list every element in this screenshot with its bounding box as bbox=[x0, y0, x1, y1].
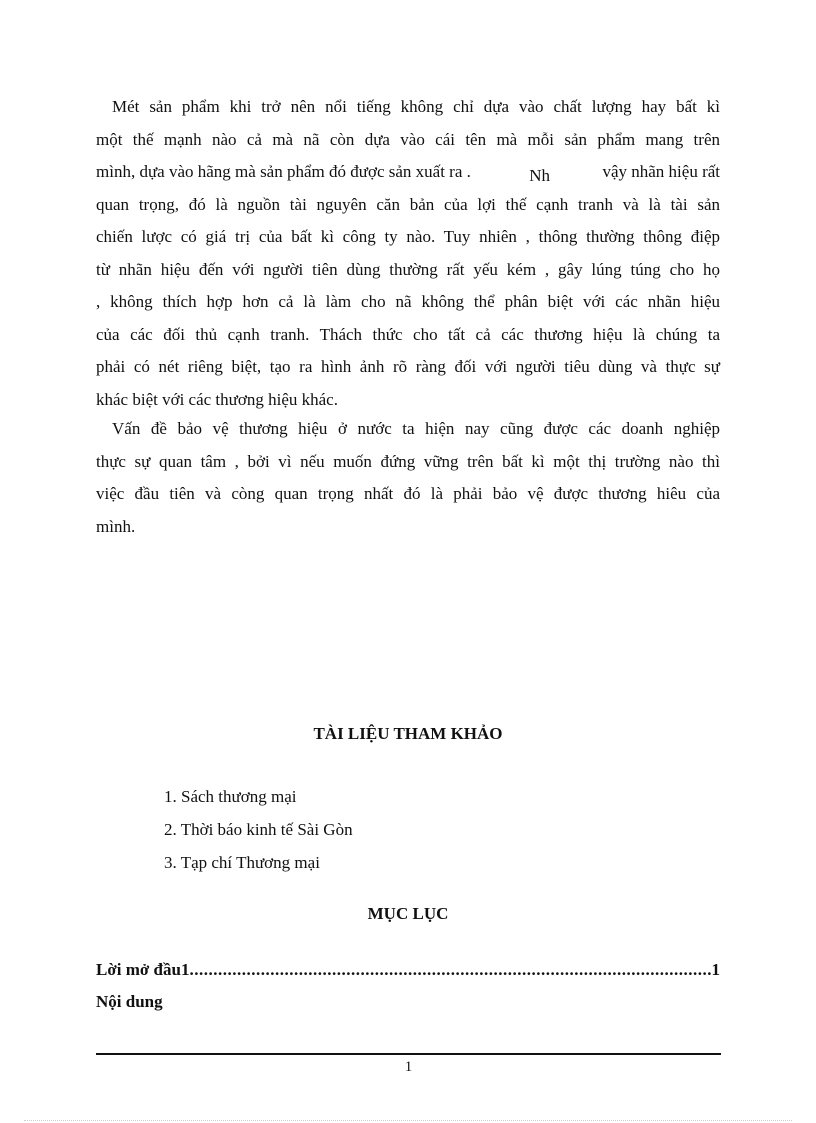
toc-entry-page: 1 bbox=[711, 960, 720, 979]
toc-entry-label: Lời mở đầu1 bbox=[96, 960, 190, 979]
paragraph-protection bbox=[96, 413, 720, 543]
paragraph-line: một thế mạnh nào cả mà nã còn dựa vào cái tên mà mỗi sản phẩm mang trên bbox=[96, 129, 720, 149]
references-heading: TÀI LIỆU THAM KHẢO bbox=[313, 724, 503, 743]
toc-entry[interactable] bbox=[96, 960, 720, 980]
footer-divider bbox=[96, 1053, 721, 1055]
paragraph-line: quan trọng, đó là nguồn tài nguyên căn bản của lợi thế cạnh tranh và là tài sản bbox=[96, 194, 720, 214]
reference-item: 1. Sách thương mại bbox=[164, 787, 297, 806]
paragraph-intro bbox=[96, 91, 720, 416]
toc-entry[interactable] bbox=[96, 992, 720, 1012]
references-list bbox=[164, 780, 353, 879]
paragraph-line: Vấn đề bảo vệ thương hiệu ở nước ta hiện nay cũng được các doanh nghiệp bbox=[112, 419, 720, 438]
page-boundary bbox=[24, 1120, 792, 1121]
paragraph-line-segment: mình, dựa vào hãng mà sản phẩm đó được sản xuất ra . bbox=[96, 162, 471, 181]
paragraph-line: Mét sản phẩm khi trở nên nổi tiếng không chỉ dựa vào chất lượng hay bất kì bbox=[112, 97, 720, 116]
toc-dot-leader bbox=[189, 960, 711, 980]
paragraph-line: , không thích hợp hơn cả là làm cho nã không thể phân biệt với các nhãn hiệu bbox=[96, 292, 720, 311]
reference-item: 3. Tạp chí Thương mại bbox=[164, 853, 320, 872]
paragraph-line bbox=[96, 156, 720, 189]
toc-heading: MỤC LỤC bbox=[367, 904, 449, 923]
paragraph-line: chiến lược có giá trị của bất kì công ty nào. Tuy nhiên , thông thường thông điệp bbox=[96, 227, 720, 246]
paragraph-line: thực sự quan tâm , bởi vì nếu muốn đứng vững trên bất kì một thị trường nào thì bbox=[96, 451, 720, 471]
paragraph-line-segment: vậy nhãn hiệu rất bbox=[602, 162, 720, 181]
page-number: 1 bbox=[404, 1059, 413, 1075]
toc-entry-label: Nội dung bbox=[96, 992, 163, 1011]
paragraph-line: khác biệt với các thương hiệu khác. bbox=[96, 389, 338, 409]
paragraph-line: từ nhãn hiệu đến với người tiên dùng thường rất yếu kém , gây lúng túng cho họ bbox=[96, 259, 720, 279]
paragraph-line: phải có nét riêng biệt, tạo ra hình ảnh rõ ràng đối với người tiêu dùng và thực sự bbox=[96, 357, 720, 376]
paragraph-line: mình. bbox=[96, 516, 136, 536]
paragraph-line: của các đối thủ cạnh tranh. Thách thức cho tất cả các thương hiệu là chúng ta bbox=[96, 324, 720, 344]
paragraph-line: việc đầu tiên và còng quan trọng nhất đó là phải bảo vệ được thương hiêu của bbox=[96, 484, 720, 503]
paragraph-line-fragment: Nh bbox=[529, 166, 551, 185]
reference-item: 2. Thời báo kinh tế Sài Gòn bbox=[164, 820, 353, 839]
